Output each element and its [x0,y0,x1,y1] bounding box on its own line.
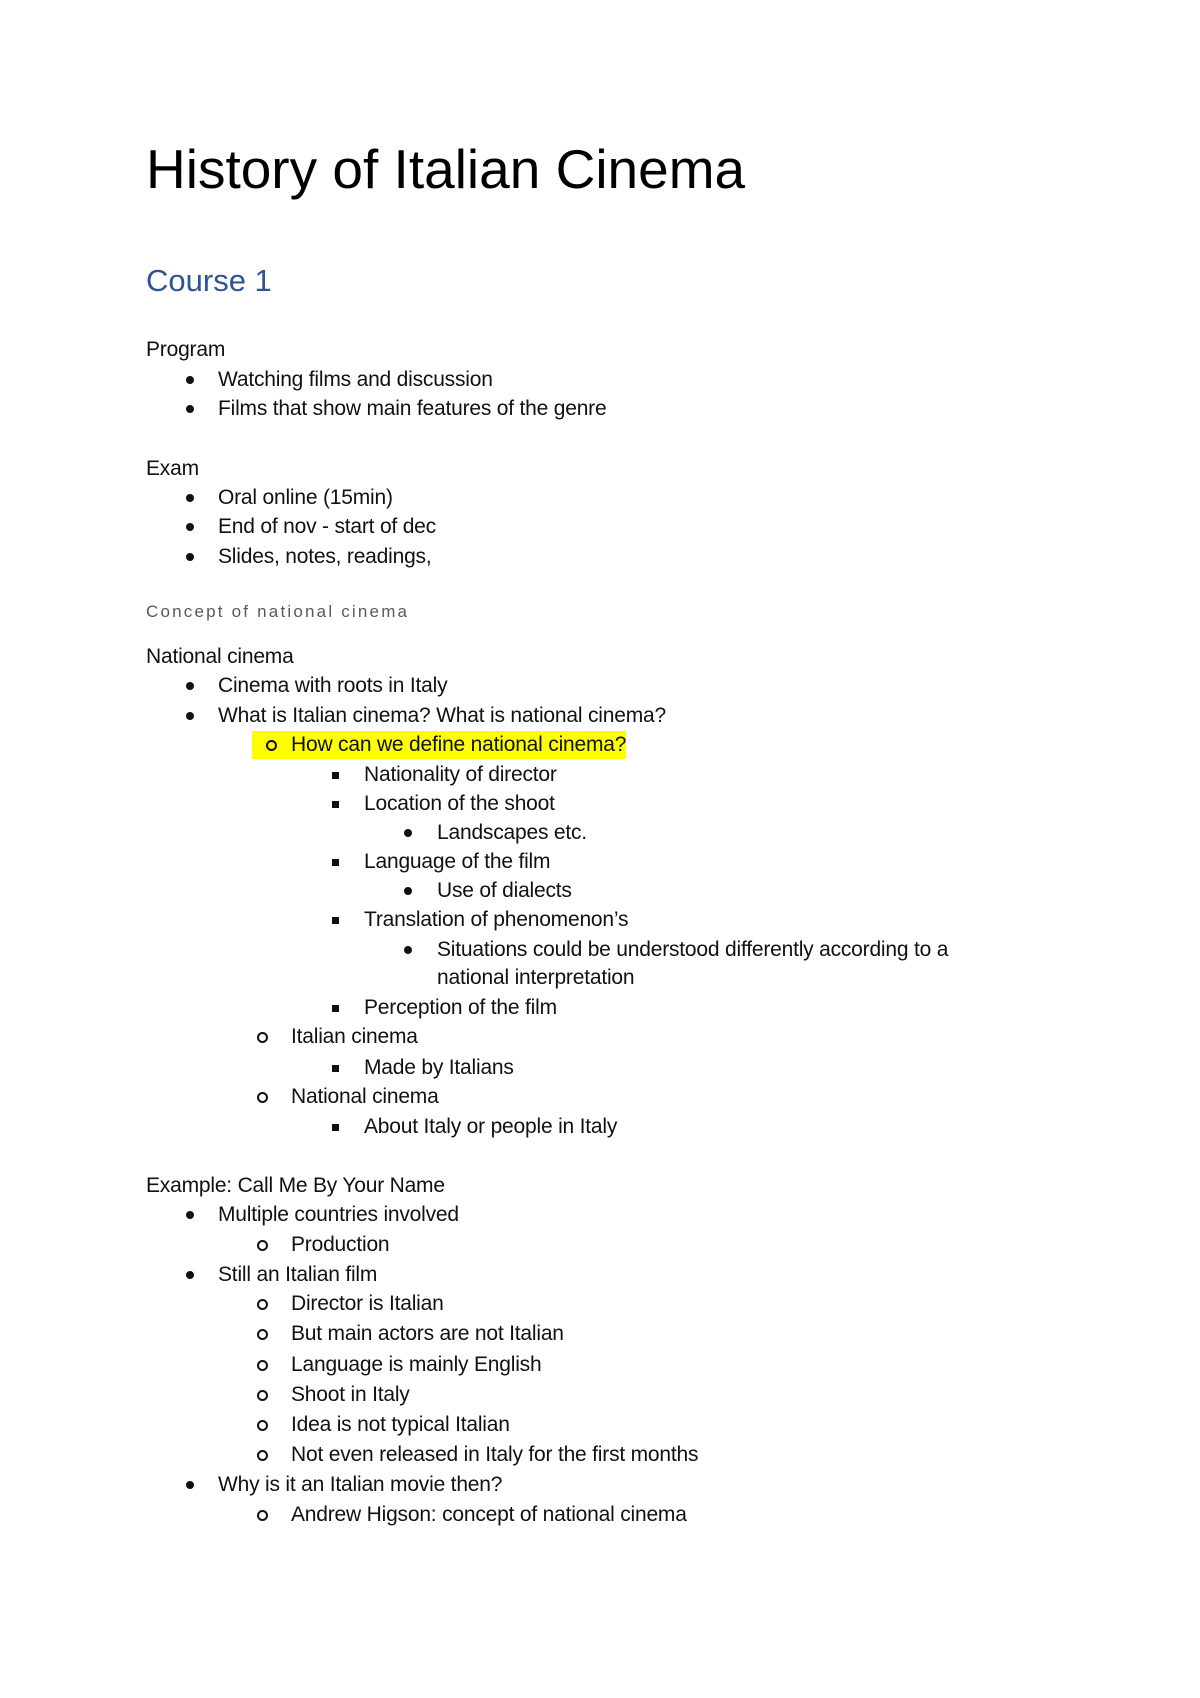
list-item: Made by Italians [364,1056,514,1079]
bullet-dot-icon [180,513,200,541]
list-item: Shoot in Italy [291,1383,410,1406]
list-item: Landscapes etc. [437,821,587,844]
bullet-dot-icon [180,1261,200,1289]
bullet-ring-icon [252,1290,272,1318]
bullet-ring-icon [252,1083,272,1111]
section-label: Exam [146,457,199,480]
bullet-ring-icon [252,1411,272,1439]
list-item: Films that show main features of the genre [218,397,607,420]
bullet-dot-icon [180,1201,200,1229]
bullet-dot-icon [180,1471,200,1499]
bullet-square-icon [325,848,345,876]
list-item: But main actors are not Italian [291,1322,564,1345]
bullet-dot-icon [180,543,200,571]
bullet-dot-icon [398,936,418,964]
bullet-square-icon [325,790,345,818]
bullet-dot-icon [180,366,200,394]
bullet-dot-icon [398,877,418,905]
bullet-dot-icon [180,672,200,700]
section-label: National cinema [146,645,294,668]
bullet-square-icon [325,994,345,1022]
bullet-dot-icon [398,819,418,847]
list-item: How can we define national cinema? [291,731,626,759]
bullet-ring-icon [252,1231,272,1259]
list-item: Italian cinema [291,1025,418,1048]
list-item: Use of dialects [437,879,572,902]
list-item: Oral online (15min) [218,486,393,509]
list-item: Perception of the film [364,996,557,1019]
bullet-square-icon [325,1054,345,1082]
list-item: End of nov - start of dec [218,515,436,538]
bullet-ring-icon [252,1351,272,1379]
list-item: Cinema with roots in Italy [218,674,448,697]
list-item: Nationality of director [364,763,557,786]
list-item: Watching films and discussion [218,368,493,391]
list-item: Language of the film [364,850,551,873]
list-item: Translation of phenomenon’s [364,908,629,931]
list-item: Director is Italian [291,1292,444,1315]
course-heading: Course 1 [146,263,272,298]
list-item: Slides, notes, readings, [218,545,432,568]
list-item: Production [291,1233,390,1256]
list-item: National cinema [291,1085,439,1108]
bullet-dot-icon [180,484,200,512]
section-label: Program [146,338,226,361]
bullet-dot-icon [180,702,200,730]
list-item: Not even released in Italy for the first months [291,1443,699,1466]
section-label: Example: Call Me By Your Name [146,1174,445,1197]
bullet-square-icon [325,761,345,789]
list-item: national interpretation [437,966,635,989]
bullet-square-icon [325,1113,345,1141]
list-item: About Italy or people in Italy [364,1115,618,1138]
list-item: What is Italian cinema? What is national cinema? [218,704,666,727]
list-item: Multiple countries involved [218,1203,459,1226]
bullet-ring-icon [252,731,291,759]
list-item: Idea is not typical Italian [291,1413,510,1436]
list-item: Situations could be understood differently according to a [437,938,949,961]
list-item: Still an Italian film [218,1263,378,1286]
bullet-ring-icon [252,1023,272,1051]
bullet-ring-icon [252,1320,272,1348]
list-item: Why is it an Italian movie then? [218,1473,503,1496]
bullet-ring-icon [252,1381,272,1409]
list-item: Language is mainly English [291,1353,542,1376]
list-item: Andrew Higson: concept of national cinema [291,1503,687,1526]
bullet-ring-icon [252,1501,272,1529]
concept-heading: Concept of national cinema [146,602,410,621]
list-item: Location of the shoot [364,792,555,815]
bullet-dot-icon [180,395,200,423]
document-title: History of Italian Cinema [146,138,746,200]
bullet-ring-icon [252,1441,272,1469]
bullet-square-icon [325,906,345,934]
